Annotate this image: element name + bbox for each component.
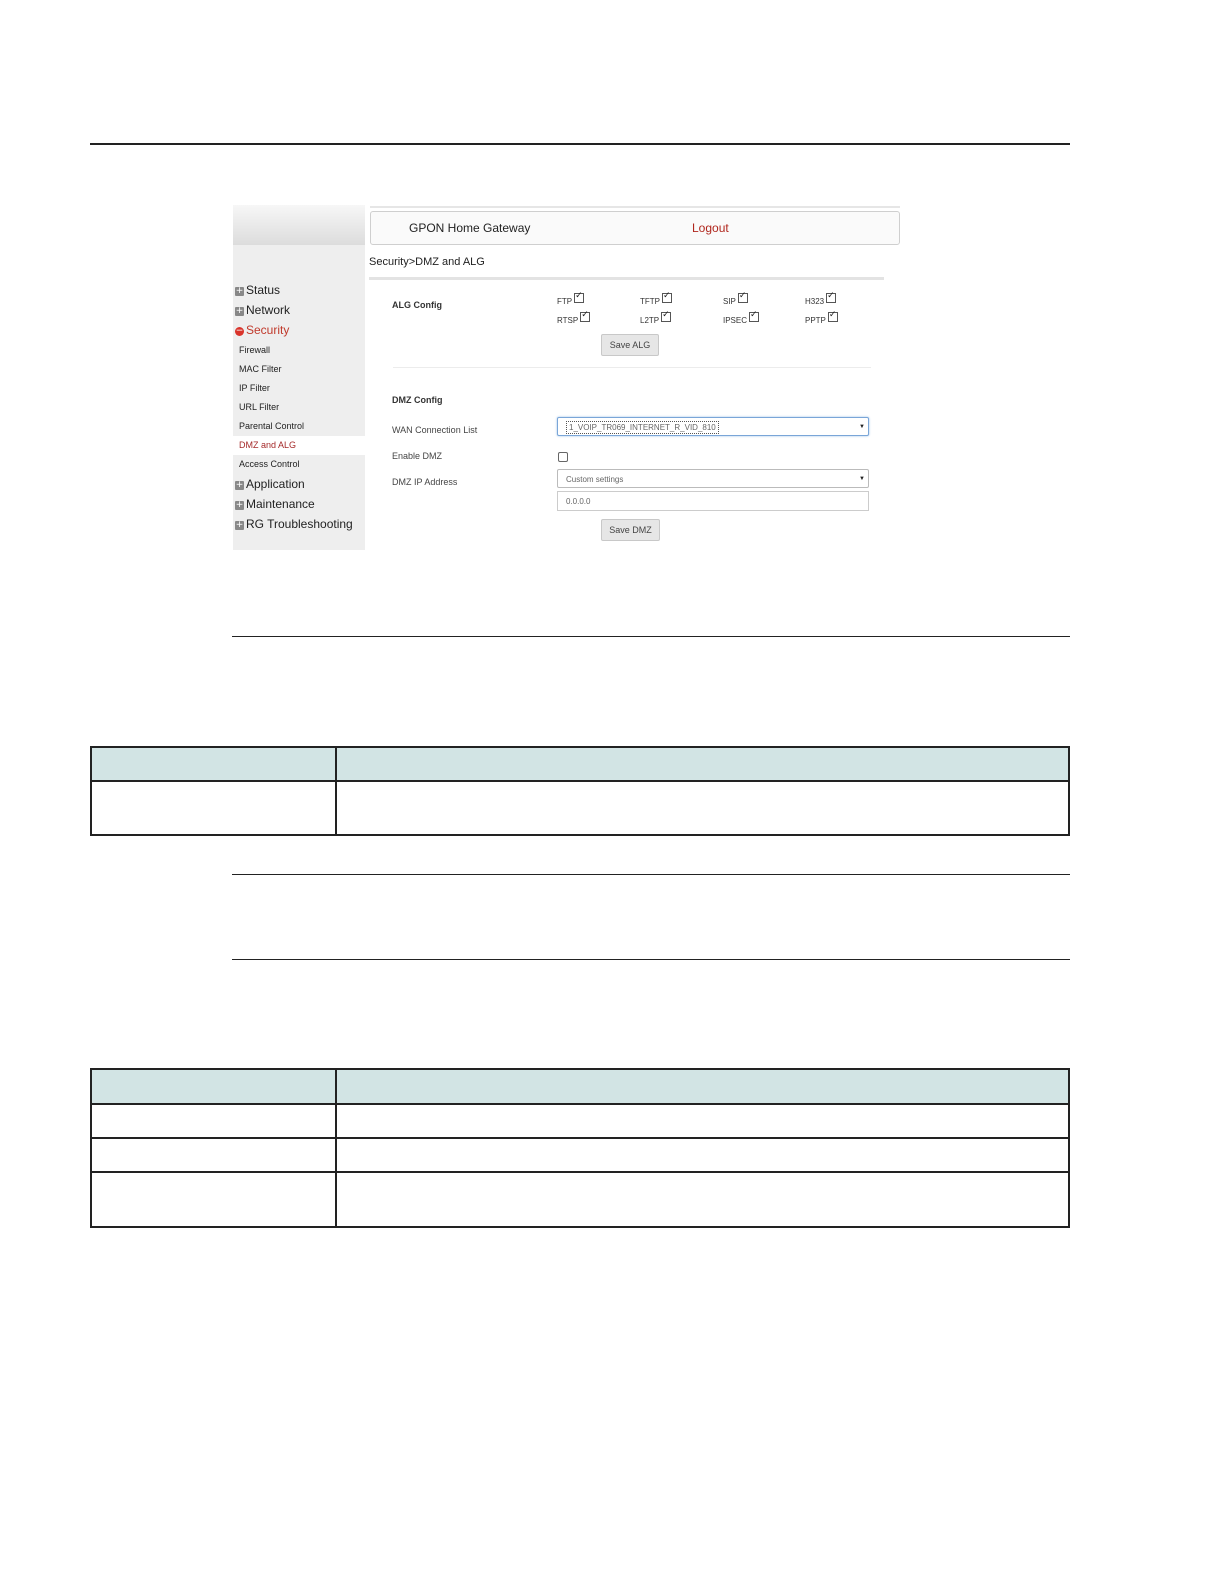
alg-h323[interactable]: H323✓ [805, 293, 836, 306]
parameter-table-1 [90, 746, 1070, 836]
expand-icon: + [235, 500, 244, 510]
nav-rg-troubleshooting[interactable]: + RG Troubleshooting [235, 517, 353, 531]
table-cell [91, 1104, 336, 1138]
sidebar [233, 205, 365, 550]
table-cell [336, 1104, 1069, 1138]
alg-l2tp[interactable]: L2TP✓ [640, 312, 671, 325]
nav-firewall[interactable]: Firewall [239, 345, 271, 355]
enable-dmz-checkbox[interactable] [558, 452, 568, 462]
alg-config-label: ALG Config [392, 300, 442, 310]
dmz-ip-input[interactable]: 0.0.0.0 [557, 491, 869, 511]
expand-icon: + [235, 480, 244, 490]
table-row [91, 781, 1069, 835]
table-cell [91, 1172, 336, 1227]
table-header-cell [91, 1069, 336, 1104]
expand-icon: + [235, 286, 244, 296]
checkbox-checked-icon[interactable] [580, 312, 590, 322]
dmz-ip-mode-select[interactable]: Custom settings ▼ [557, 469, 869, 488]
expand-icon: + [235, 520, 244, 530]
router-header [370, 211, 900, 245]
dmz-ip-label: DMZ IP Address [392, 477, 458, 487]
checkbox-checked-icon[interactable] [826, 293, 836, 303]
header-title: GPON Home Gateway [409, 221, 531, 235]
table-cell [336, 1172, 1069, 1227]
alg-tftp[interactable]: TFTP✓ [640, 293, 672, 306]
table-row [91, 1138, 1069, 1172]
alg-ftp[interactable]: FTP✓ [557, 293, 584, 306]
save-dmz-button[interactable]: Save DMZ [601, 519, 660, 541]
dropdown-arrow-icon: ▼ [859, 476, 865, 482]
nav-security[interactable]: − Security [235, 323, 290, 337]
header-top-line [370, 206, 900, 208]
alg-sip[interactable]: SIP✓ [723, 293, 748, 306]
table-cell [336, 781, 1069, 835]
table-cell [91, 781, 336, 835]
dropdown-arrow-icon: ▼ [859, 424, 865, 430]
table-header-cell [336, 747, 1069, 781]
nav-dmz-and-alg[interactable]: DMZ and ALG [239, 440, 297, 450]
section-rule [232, 636, 1070, 637]
alg-ipsec[interactable]: IPSEC✓ [723, 312, 759, 325]
wan-connection-label: WAN Connection List [392, 425, 478, 435]
collapse-icon: − [235, 326, 244, 336]
note-rule-bottom [232, 959, 1070, 960]
parameter-table-2 [90, 1068, 1070, 1228]
nav-ip-filter[interactable]: IP Filter [239, 383, 270, 393]
save-alg-button[interactable]: Save ALG [601, 334, 659, 356]
table-header-row [91, 1069, 1069, 1104]
nav-parental-control[interactable]: Parental Control [239, 421, 305, 431]
table-header-cell [336, 1069, 1069, 1104]
dmz-config-label: DMZ Config [392, 395, 443, 405]
checkbox-checked-icon[interactable] [574, 293, 584, 303]
table-cell [91, 1138, 336, 1172]
checkbox-checked-icon[interactable] [738, 293, 748, 303]
breadcrumb-rule [369, 277, 884, 280]
enable-dmz-label: Enable DMZ [392, 451, 443, 461]
nav-maintenance[interactable]: + Maintenance [235, 497, 315, 511]
nav-access-control[interactable]: Access Control [239, 459, 300, 469]
checkbox-checked-icon[interactable] [661, 312, 671, 322]
logout-link[interactable]: Logout [692, 221, 729, 235]
wan-connection-select[interactable]: 1_VOIP_TR069_INTERNET_R_VID_810 ▼ [557, 417, 869, 436]
router-screenshot [233, 205, 900, 550]
nav-network[interactable]: + Network [235, 303, 291, 317]
nav-status[interactable]: + Status [235, 283, 281, 297]
top-rule [90, 143, 1070, 145]
table-cell [336, 1138, 1069, 1172]
nav-mac-filter[interactable]: MAC Filter [239, 364, 282, 374]
nav-application[interactable]: + Application [235, 477, 305, 491]
breadcrumb: Security>DMZ and ALG [369, 256, 485, 268]
nav-url-filter[interactable]: URL Filter [239, 402, 280, 412]
table-row [91, 1104, 1069, 1138]
table-header-cell [91, 747, 336, 781]
checkbox-checked-icon[interactable] [828, 312, 838, 322]
table-row [91, 1172, 1069, 1227]
alg-rtsp[interactable]: RTSP✓ [557, 312, 590, 325]
section-divider [393, 367, 871, 368]
table-header-row [91, 747, 1069, 781]
checkbox-checked-icon[interactable] [749, 312, 759, 322]
expand-icon: + [235, 306, 244, 316]
alg-pptp[interactable]: PPTP✓ [805, 312, 838, 325]
note-rule-top [232, 874, 1070, 875]
checkbox-checked-icon[interactable] [662, 293, 672, 303]
sidebar-header [233, 205, 365, 245]
